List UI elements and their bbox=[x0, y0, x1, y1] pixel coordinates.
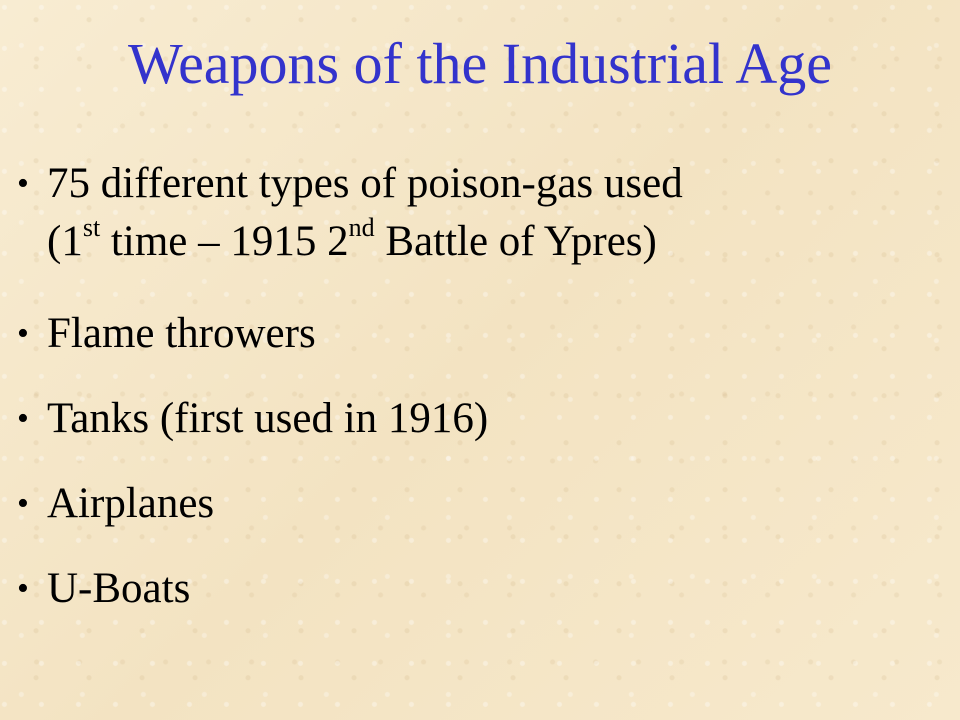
bullet-item-tanks bbox=[17, 390, 927, 448]
bullet-item-u-boats bbox=[17, 560, 927, 618]
bullet-text: Tanks (first used in 1916) bbox=[47, 395, 489, 442]
bullet-dot-icon: • bbox=[17, 165, 29, 202]
ordinal-suffix: st bbox=[82, 212, 101, 242]
bullet-item-airplanes bbox=[17, 475, 927, 533]
bullet-dot-icon: • bbox=[17, 485, 29, 522]
bullet-dot-icon: • bbox=[17, 400, 29, 437]
bullet-text-part: (1 bbox=[47, 218, 83, 265]
bullet-text: Flame throwers bbox=[47, 310, 316, 357]
bullet-text-part: Battle of Ypres) bbox=[374, 218, 657, 265]
bullet-dot-icon: • bbox=[17, 315, 29, 352]
ordinal-suffix: nd bbox=[348, 212, 375, 242]
bullet-text: U-Boats bbox=[47, 565, 191, 612]
bullet-text-line-1: 75 different types of poison-gas used bbox=[47, 160, 683, 207]
bullet-item-flame-throwers bbox=[17, 305, 927, 363]
bullet-item-poison-gas bbox=[17, 155, 927, 271]
bullet-text-part: time – 1915 2 bbox=[100, 218, 349, 265]
bullet-dot-icon: • bbox=[17, 570, 29, 607]
slide-title: Weapons of the Industrial Age bbox=[127, 31, 833, 96]
bullet-text-line-2 bbox=[47, 213, 927, 271]
bullet-text: Airplanes bbox=[47, 480, 215, 527]
